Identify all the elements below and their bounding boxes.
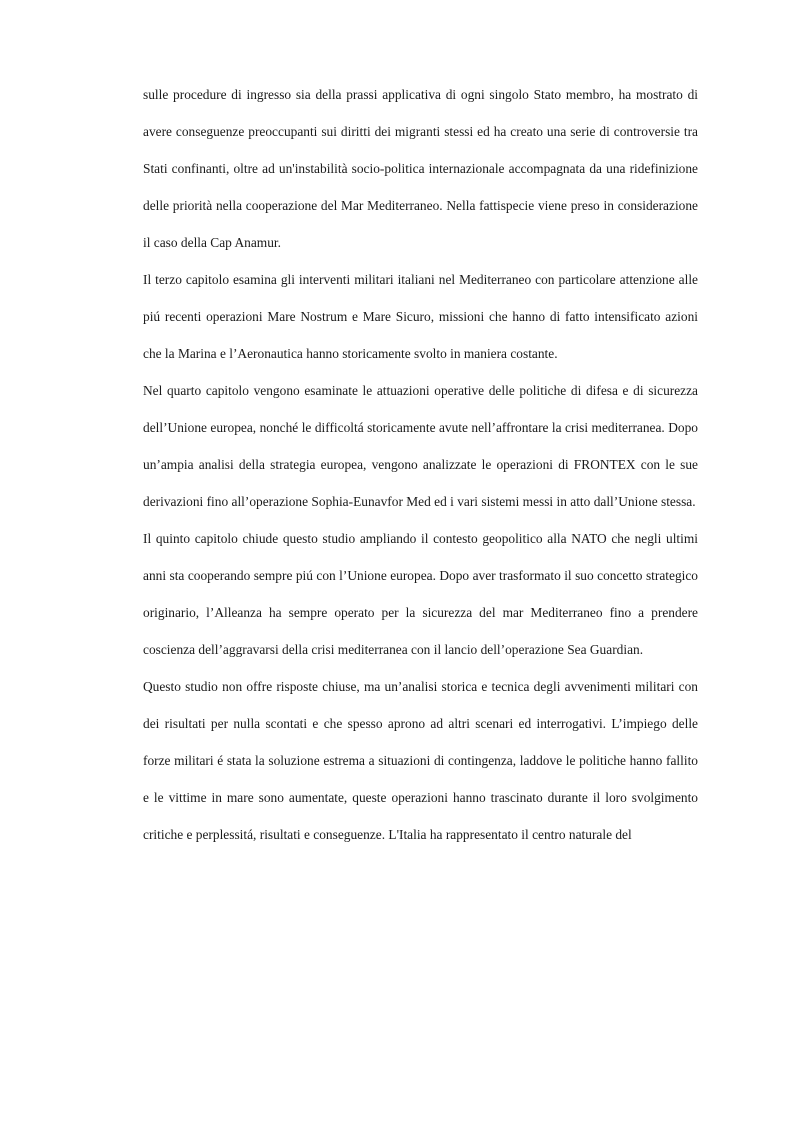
body-text (143, 76, 698, 853)
paragraph-terzo-capitolo: Il terzo capitolo esamina gli interventi militari italiani nel Mediterraneo con particolare attenzione alle piú recenti operazioni Mare Nostrum e Mare Sicuro, missioni che hanno di fatto intensificato azioni che la Marina e l’Aeronautica hanno storicamente svolto in maniera costante. (143, 272, 698, 361)
paragraph-quinto-capitolo: Il quinto capitolo chiude questo studio ampliando il contesto geopolitico alla NATO che negli ultimi anni sta cooperando sempre piú con l’Unione europea. Dopo aver trasformato il suo concetto strategico originario, l’Alleanza ha sempre operato per la sicurezza del mar Mediterraneo fino a prendere coscienza dell’aggravarsi della crisi mediterranea con il lancio dell’operazione Sea Guardian. (143, 531, 698, 657)
paragraph-procedure-ingresso: sulle procedure di ingresso sia della prassi applicativa di ogni singolo Stato membro, ha mostrato di avere conseguenze preoccupanti sui diritti dei migranti stessi ed ha creato una serie di controversie tra Stati confinanti, oltre ad un'instabilità socio-politica internazionale accompagnata da una ridefinizione delle priorità nella cooperazione del Mar Mediterraneo. Nella fattispecie viene preso in considerazione il caso della Cap Anamur. (143, 87, 698, 250)
paragraph-conclusione: Questo studio non offre risposte chiuse, ma un’analisi storica e tecnica degli avvenimenti militari con dei risultati per nulla scontati e che spesso aprono ad altri scenari ed interrogativi. L’impiego delle forze militari é stata la soluzione estrema a situazioni di contingenza, laddove le politiche hanno fallito e le vittime in mare sono aumentate, queste operazioni hanno trascinato durante il loro svolgimento critiche e perplessitá, risultati e conseguenze. L'Italia ha rappresentato il centro naturale del (143, 679, 698, 842)
paragraph-quarto-capitolo: Nel quarto capitolo vengono esaminate le attuazioni operative delle politiche di difesa e di sicurezza dell’Unione europea, nonché le difficoltá storicamente avute nell’affrontare la crisi mediterranea. Dopo un’ampia analisi della strategia europea, vengono analizzate le operazioni di FRONTEX con le sue derivazioni fino all’operazione Sophia-Eunavfor Med ed i vari sistemi messi in atto dall’Unione stessa. (143, 383, 698, 509)
